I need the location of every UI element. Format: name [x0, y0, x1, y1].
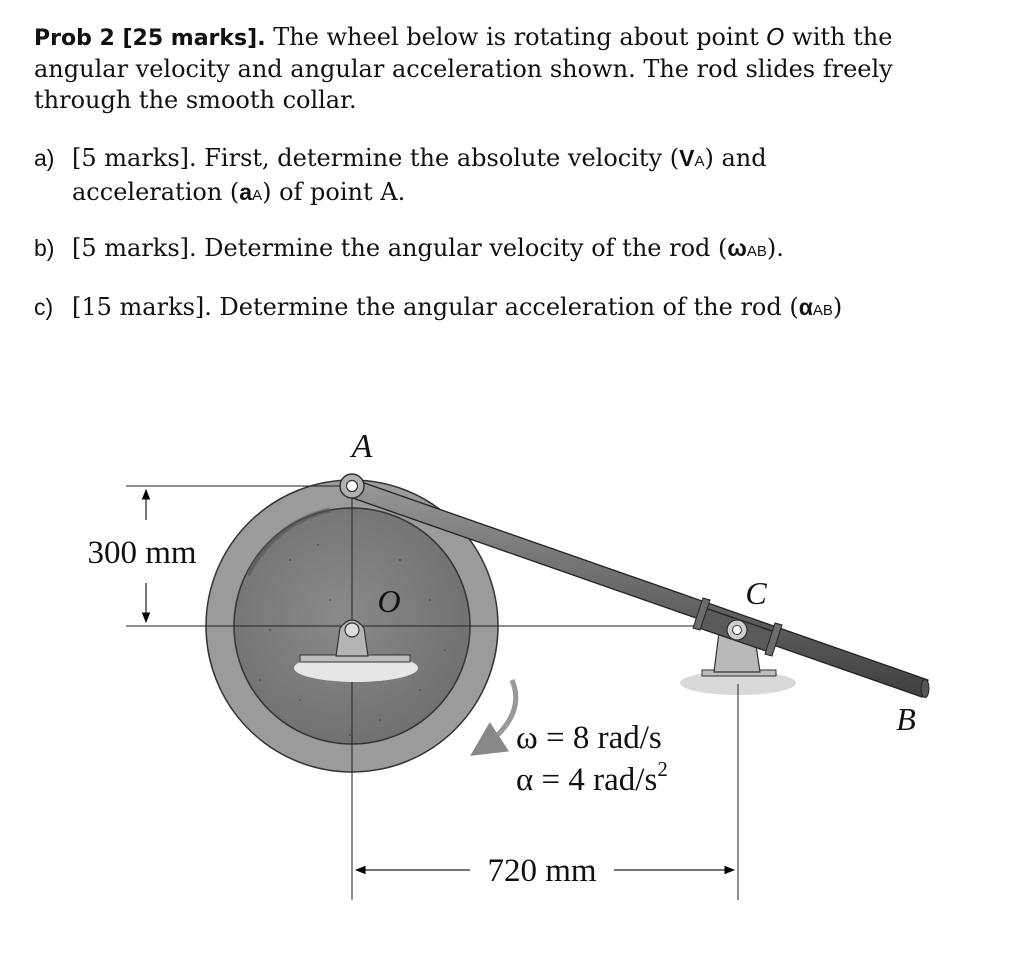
alpha-value: α = 4 rad/$s^2$ [516, 757, 668, 798]
dimension-300-label: 300 mm [87, 535, 197, 571]
label-c: C [745, 575, 767, 611]
label-b: B [896, 701, 916, 737]
problem-statement: Prob 2 [25 marks]. The wheel below is rotating about point O with the angular velocity and angular acceleration shown. The rod slides freely through the smooth collar. [34, 23, 893, 114]
label-o: O [377, 583, 401, 619]
label-a: A [351, 428, 373, 465]
omega-value: ω = 8 rad/s [516, 720, 662, 756]
problem-text: Prob 2 [25 marks]. The wheel below is rotating about point O with the angular velocity and angular acceleration shown. The rod slides freely through the smooth collar. a) [5 marks]. First, determine the absolute velocity (VA) and acceleration (aA) of point A. b) [5 marks]. Determine the angular velocity of the rod (ωAB). c) [15 marks]. Determine the angular acceleration of the rod (αAB) [34, 22, 994, 116]
dimension-720-label: 720 mm [487, 853, 597, 889]
problem-heading: Prob 2 [25 marks]. [34, 26, 266, 51]
pin-a [340, 474, 364, 498]
